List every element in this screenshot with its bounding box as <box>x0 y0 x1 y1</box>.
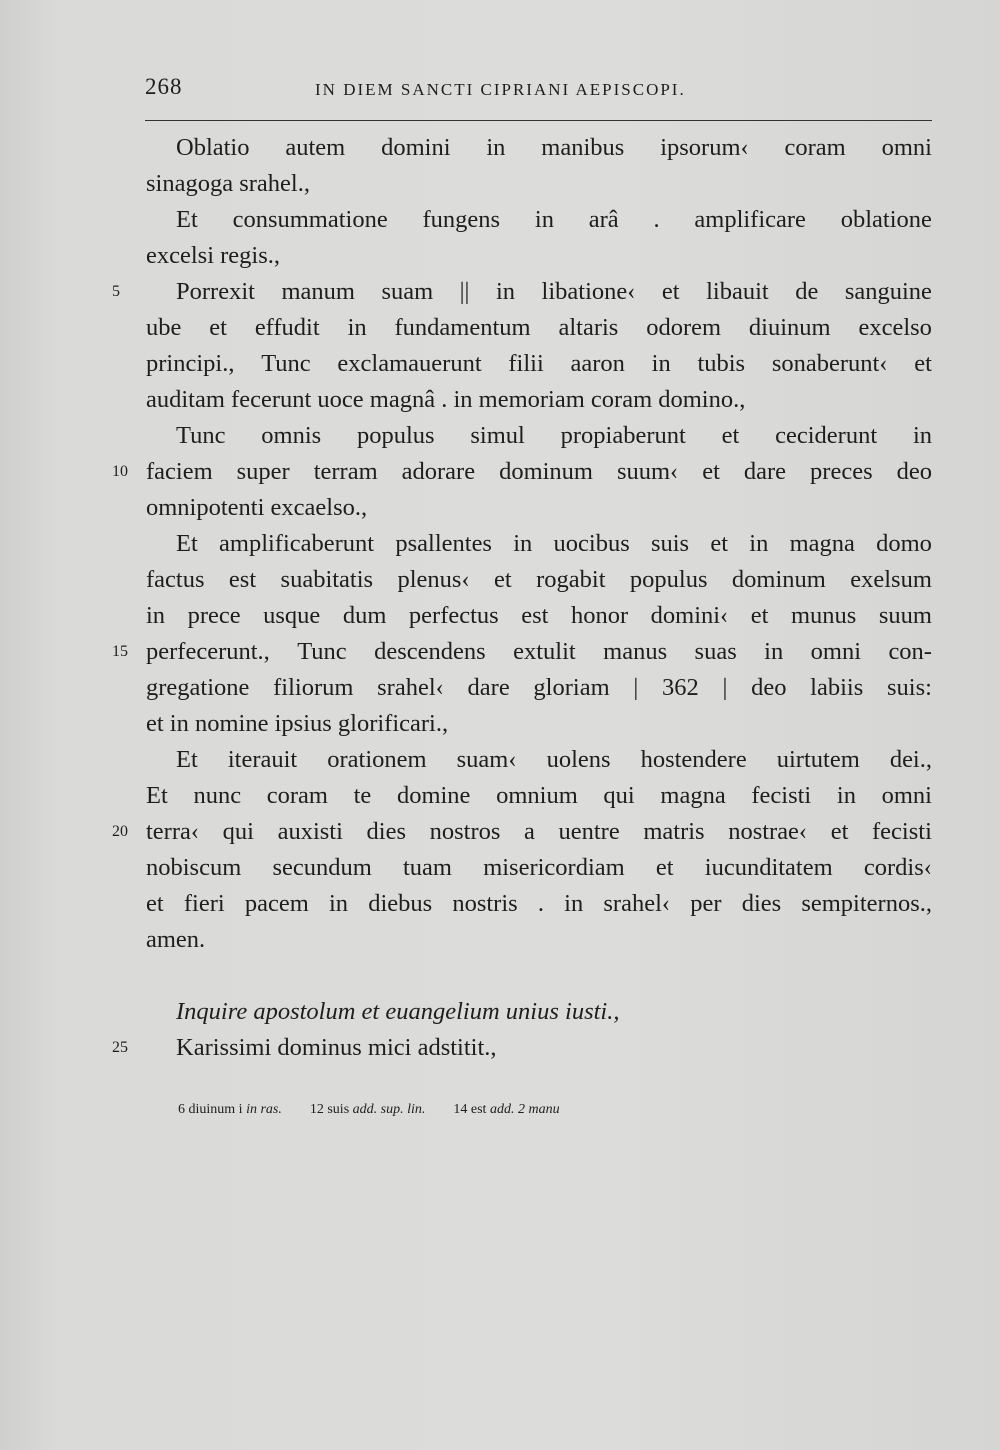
text-line: gregatione filiorum srahel‹ dare gloriam | 362 | deo labiis suis: <box>146 674 932 701</box>
text-line: 25 Karissimi dominus mici adstitit., <box>146 1030 932 1066</box>
header-rule <box>145 120 932 121</box>
line-number: 5 <box>112 283 120 300</box>
text-line: omnipotenti excaelso., <box>146 494 368 521</box>
rubric: Inquire apostolum et euangelium unius iusti., <box>176 998 620 1025</box>
text-line: sinagoga srahel., <box>146 170 310 197</box>
text-line: amen. <box>146 926 206 953</box>
text-line: Tunc omnis populus simul propiaberunt et ceciderunt in <box>176 422 932 449</box>
footnote: 6 diuinum i in ras. <box>178 1102 282 1117</box>
text-line: Et iterauit orationem suam‹ uolens hostendere uirtutem dei., <box>176 746 932 773</box>
text-line: 20 terra‹ qui auxisti dies nostros a uentre matris nostrae‹ et fecisti <box>146 814 932 850</box>
text-line: et in nomine ipsius glorificari., <box>146 710 449 737</box>
text-line: Oblatio autem domini in manibus ipsorum‹ coram omni <box>176 134 932 161</box>
text-line: principi., Tunc exclamauerunt filii aaron in tubis sonaberunt‹ et <box>146 350 932 377</box>
main-text <box>112 130 932 1066</box>
line-number: 15 <box>112 643 128 660</box>
text-line: in prece usque dum perfectus est honor domini‹ et munus suum <box>146 602 932 629</box>
text-line: Et consummatione fungens in arâ . amplificare oblatione <box>176 206 932 233</box>
text-line: et fieri pacem in diebus nostris . in srahel‹ per dies sempiternos., <box>146 890 932 917</box>
footnote: 14 est add. 2 manu <box>453 1102 560 1117</box>
text-line: excelsi regis., <box>146 242 281 269</box>
line-number: 25 <box>112 1039 128 1056</box>
footnote: 12 suis add. sup. lin. <box>309 1102 426 1117</box>
text-line: nobiscum secundum tuam misericordiam et iucunditatem cordis‹ <box>146 854 932 881</box>
page-header <box>145 74 932 108</box>
text-line: 5 Porrexit manum suam || in libatione‹ et libauit de sanguine <box>146 274 932 310</box>
text-line: 10 faciem super terram adorare dominum suum‹ et dare preces deo <box>146 454 932 490</box>
page-number: 268 <box>145 74 183 99</box>
line-number: 20 <box>112 823 128 840</box>
running-title: IN DIEM SANCTI CIPRIANI AEPISCOPI. <box>315 80 686 99</box>
footnotes <box>178 1100 878 1120</box>
line-number: 10 <box>112 463 128 480</box>
text-line: factus est suabitatis plenus‹ et rogabit populus dominum exelsum <box>146 566 932 593</box>
text-line: Et nunc coram te domine omnium qui magna fecisti in omni <box>146 782 932 809</box>
text-line: ube et effudit in fundamentum altaris odorem diuinum excelso <box>146 314 932 341</box>
text-line: auditam fecerunt uoce magnâ . in memoriam coram domino., <box>146 386 746 413</box>
text-line: 15 perfecerunt., Tunc descendens extulit manus suas in omni con- <box>146 634 932 670</box>
text-line: Et amplificaberunt psallentes in uocibus suis et in magna domo <box>176 530 932 557</box>
